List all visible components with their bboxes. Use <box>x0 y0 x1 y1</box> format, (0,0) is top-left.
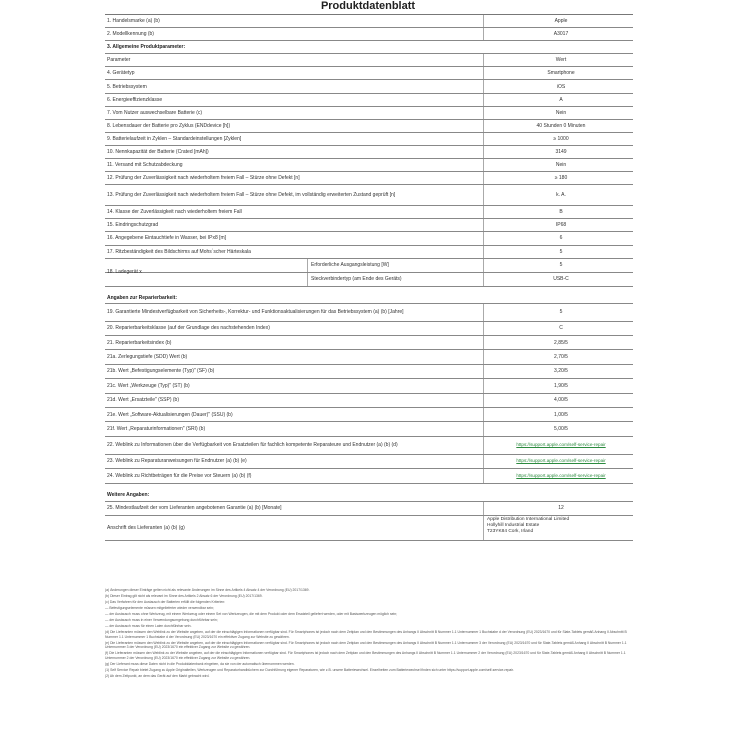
column-divider <box>483 336 484 349</box>
table-row <box>105 120 633 133</box>
row-value: 5 <box>559 248 563 255</box>
column-divider <box>483 185 484 205</box>
table-row <box>105 246 633 259</box>
table-row <box>105 146 633 159</box>
row-value: 1,00/5 <box>554 411 568 418</box>
section-title: Angaben zur Reparierbarkeit: <box>107 294 178 301</box>
table-row <box>105 322 633 336</box>
row-value: C <box>559 325 563 332</box>
table-row <box>105 469 633 483</box>
column-divider <box>483 120 484 132</box>
row-label: 21a. Zerlegungstiefe (SDD) Wert (b) <box>107 354 188 361</box>
row-label: 8. Lebensdauer der Batterie pro Zyklus (ENDdevice [h]) <box>107 122 231 129</box>
column-divider <box>483 159 484 171</box>
table-row <box>105 437 633 455</box>
column-divider <box>483 502 484 515</box>
row-value: Wert <box>555 57 567 64</box>
column-divider <box>483 408 484 421</box>
footnote: — der Austausch muss für einen Laien durchführbar sein. <box>105 623 192 628</box>
section-header <box>105 490 633 502</box>
footnote: — Befestigungselemente müssen mitgelieferter wieder verwendbar sein; <box>105 605 214 610</box>
column-divider <box>483 206 484 218</box>
row-value: 5 <box>559 262 563 269</box>
row-label: 19. Garantierte Mindestverfügbarkeit von Sicherheits-, Korrektur- und Funktionsaktualisierungen für das Betriebssystem (a) (b) [Jahre] <box>107 309 404 316</box>
row-label: 11. Versand mit Schutzabdeckung <box>107 162 183 169</box>
row-value: IP68 <box>555 222 567 229</box>
row-value: B <box>559 209 563 216</box>
table-row <box>105 455 633 469</box>
row-value: 40 Stunden 0 Minuten <box>536 122 586 129</box>
row-label: 16. Angegebene Eintauchtiefe in Wasser, bei IPx8 [m] <box>107 235 227 242</box>
row-value: iOS <box>556 83 566 90</box>
footnote: — der Austausch muss in einer Verwendungsumgebung durchführbar sein; <box>105 617 218 622</box>
footnotes <box>105 588 633 680</box>
table-row <box>105 172 633 185</box>
row-value: 2,85/5 <box>554 339 568 346</box>
column-divider <box>483 259 484 272</box>
footnote: (e) Die Lieferanten müssen den Weblink zu der Website angeben, auf der die einschlägigen Informationen verfügbar sind. Für Smartphones ist jedoch nach dem Zeitplan und den Bestimmungen des Anhangs II Abschnitt B Nummer 1.1 Unternummer 3 der Verordnung (EU) 2023/1670 und für Slate-Tablets gemäß Anhang II Abschnitt B Nummer 1.1 Unternummer 3 der Verordnung (EU) 2023/1670 ein effektiver Zugang zur Website zu gewähren. <box>105 640 627 650</box>
table-row <box>105 133 633 146</box>
address-line: T23YK84 Cork, Irland <box>487 528 534 534</box>
table-row <box>105 394 633 408</box>
row-link[interactable] <box>489 473 633 479</box>
footnote: (g) Der Lieferant muss diese Daten nicht in die Produktdatenbank eingeben, da sie von der automatisch übernommen werden. <box>105 662 295 667</box>
table-row <box>105 232 633 245</box>
row-label: 21. Reparierbarkeitsindex (b) <box>107 339 172 346</box>
column-divider <box>483 67 484 79</box>
row-value: 4,00/5 <box>554 397 568 404</box>
table-row <box>105 94 633 107</box>
row-value: 6 <box>559 235 563 242</box>
row-label: 4. Gerätetyp <box>107 70 135 77</box>
charger-row <box>105 273 633 287</box>
table-row <box>105 219 633 232</box>
charger-parameter: Steckverbindertyp (am Ende des Geräts) <box>311 276 402 283</box>
column-divider <box>483 94 484 106</box>
table-row <box>105 67 633 80</box>
row-label: 22. Weblink zu Informationen über die Verfügbarkeit von Ersatzteilen für fachlich kompetente Reparateure und Endnutzer (a) (b) (d) <box>107 442 398 449</box>
table-row <box>105 350 633 364</box>
column-divider <box>483 394 484 407</box>
footnote: (2) Ab dem Zeitpunkt, an dem das Gerät auf den Markt gebracht wird. <box>105 674 210 679</box>
column-divider <box>483 133 484 145</box>
row-value: Apple <box>554 18 568 25</box>
table-row <box>105 15 633 28</box>
footnote: — der Austausch muss ohne Werkzeug, mit einem Werkzeug oder einem Set von Werkzeugen, die mit dem Produkt oder dem Ersatzteil geliefert werden, oder mit Basiswerkzeugen möglich sein; <box>105 611 398 616</box>
row-label: 7. Vom Nutzer auswechselbare Batterie (c) <box>107 109 203 116</box>
row-label: 13. Prüfung der Zuverlässigkeit nach wiederholtem freiem Fall – Stürze ohne Defekt, im vollständig erweiterten Zustand geprüft [n] <box>107 192 396 199</box>
weblink[interactable]: https://support.apple.com/self-service-repair <box>516 472 606 478</box>
footnote: (f) Die Lieferanten müssen den Weblink zu der Website angeben, auf der die einschlägigen Informationen verfügbar sind. Für Smartphones ist jedoch nach dem Zeitplan und den Bestimmungen des Anhangs II Abschnitt B Nummer 1.1 Unternummer 2 der Verordnung (EU) 2023/1670 und für Slate-Tablets gemäß Anhang II Abschnitt B Nummer 1.1 Unternummer 2 der Verordnung (EU) 2023/1670 ein effektiver Zugang zur Website zu gewähren. <box>105 651 626 661</box>
row-value: USB-C <box>553 276 569 283</box>
row-link[interactable] <box>489 458 633 464</box>
footnote: (b) Dieser Eintrag gilt nicht als relevant im Sinne des Artikels 2 Absatz 6 der Verordnung (EU) 2017/1369. <box>105 593 263 598</box>
table-row <box>105 107 633 120</box>
weblink[interactable]: https://support.apple.com/self-service-repair <box>516 442 606 448</box>
table-row <box>105 80 633 93</box>
row-value: 5 <box>559 309 563 316</box>
row-label: 10. Nennkapazität der Batterie (Crated [mAh]) <box>107 148 209 155</box>
table-row <box>105 206 633 219</box>
column-divider <box>483 422 484 435</box>
row-label: 21d. Wert „Ersatzteile" (SSP) (b) <box>107 397 179 404</box>
row-label: Parameter <box>107 57 131 64</box>
row-label: 20. Reparierbarkeitsklasse (auf der Grundlage des nachstehenden Index) <box>107 325 270 332</box>
row-value: 1,90/5 <box>554 382 568 389</box>
column-divider <box>483 219 484 231</box>
row-link[interactable] <box>489 442 633 448</box>
address-line: Hollyhill Industrial Estate <box>487 522 540 528</box>
row-value: k. A. <box>556 192 566 199</box>
table-row <box>105 28 633 41</box>
table-row <box>105 379 633 393</box>
row-label: 23. Weblink zu Reparaturanweisungen für Endnutzer (a) (b) (e) <box>107 458 247 465</box>
column-divider <box>483 246 484 258</box>
row-label: 21e. Wert „Software-Aktualisierungen (Dauer)" (SSU) (b) <box>107 411 233 418</box>
row-label: 24. Weblink zu Richtbeträgen für die Preise vor Steuern (a) (b) (f) <box>107 472 252 479</box>
table-row <box>105 185 633 206</box>
row-value: 3,20/5 <box>554 368 568 375</box>
page-title: Produktdatenblatt <box>320 0 416 12</box>
column-divider <box>483 350 484 363</box>
charger-row <box>105 259 633 273</box>
row-label: 17. Ritzbeständigkeit des Bildschirms auf Mohs´scher Härteskala <box>107 248 251 255</box>
row-value: Nein <box>555 162 567 169</box>
column-divider <box>307 273 308 286</box>
table-row <box>105 422 633 436</box>
column-divider <box>483 322 484 335</box>
table-row <box>105 502 633 516</box>
row-label: 14. Klasse der Zuverlässigkeit nach wiederholtem freiem Fall <box>107 209 242 216</box>
row-value: ≥ 1000 <box>553 135 569 142</box>
supplier-row <box>105 516 633 541</box>
weblink[interactable]: https://support.apple.com/self-service-repair <box>516 458 606 464</box>
column-divider <box>483 172 484 184</box>
row-value: A <box>559 96 563 103</box>
row-label: 18. Ladegerät x <box>107 268 142 275</box>
table-row <box>105 159 633 172</box>
column-divider <box>483 232 484 244</box>
row-label: 21c. Wert „Werkzeuge (Typ)" (ST) (b) <box>107 382 190 389</box>
row-label: 5. Betriebssystem <box>107 83 147 90</box>
charger-parameter: Erforderliche Ausgangsleistung [W] <box>311 262 389 269</box>
table-row <box>105 365 633 379</box>
row-label: Anschrift des Lieferanten (a) (b) (g) <box>107 524 185 531</box>
row-label: 6. Energieeffizienzklasse <box>107 96 163 103</box>
row-label: 21b. Wert „Befestigungselemente (Typ)" (SF) (b) <box>107 368 215 375</box>
column-divider <box>483 273 484 286</box>
column-divider <box>307 259 308 272</box>
column-divider <box>483 469 484 482</box>
row-value: ≥ 180 <box>554 175 568 182</box>
product-data-table <box>105 14 633 541</box>
footnote: (a) Änderungen dieser Einträge gelten nicht als relevante Änderungen im Sinne des Artikels 4 Absatz 4 der Verordnung (EU) 2017/1369. <box>105 588 310 592</box>
row-value: 2,70/5 <box>554 354 568 361</box>
section-title: 3. Allgemeine Produktparameter: <box>107 44 186 51</box>
column-divider <box>483 455 484 468</box>
column-divider <box>483 54 484 66</box>
row-label: 12. Prüfung der Zuverlässigkeit nach wiederholtem freiem Fall – Stürze ohne Defekt [n] <box>107 175 300 182</box>
section-header <box>105 41 633 54</box>
column-divider <box>483 516 484 540</box>
column-divider <box>483 28 484 40</box>
row-label: 25. Mindestlaufzeit der vom Lieferanten angebotenen Garantie (a) (b) [Monate] <box>107 505 282 511</box>
table-row <box>105 54 633 67</box>
row-label: 21f. Wert „Reparaturinformationen" (SRI) (b) <box>107 426 206 433</box>
row-label: 9. Batterielaufzeit in Zyklen – Standardeinstellungen [Zyklen] <box>107 135 242 142</box>
footnote: (1) Self Service Repair bietet Zugang zu Apple Originalteilen, Werkzeugen und Reparaturhandbüchern zur Durchführung eigener Reparaturen, wie z.B. unsere Batteriewechsel. Einzelheiten zum Batteriewechsel finden sich unter https://support.apple.com/self-service-repair. <box>105 668 514 673</box>
supplier-address <box>487 517 631 535</box>
row-label: 15. Eindringschutzgrad <box>107 222 159 229</box>
column-divider <box>483 304 484 321</box>
table-row <box>105 336 633 350</box>
section-title: Weitere Angaben: <box>107 492 150 498</box>
column-divider <box>483 107 484 119</box>
address-line: Apple Distribution International Limited <box>487 516 570 522</box>
row-value: A3017 <box>553 31 569 38</box>
row-value: 12 <box>558 505 564 511</box>
table-row <box>105 408 633 422</box>
column-divider <box>483 80 484 92</box>
row-value: Nein <box>555 109 567 116</box>
row-value: Smartphone <box>547 70 575 77</box>
column-divider <box>483 437 484 454</box>
section-header <box>105 293 633 304</box>
column-divider <box>483 379 484 392</box>
row-value: 5,00/5 <box>554 426 568 433</box>
column-divider <box>483 146 484 158</box>
row-label: 1. Handelsmarke (a) (b) <box>107 18 160 25</box>
column-divider <box>483 365 484 378</box>
footnote: (c) Das Verfahren für den Austausch der Batterien erfüllt die folgenden Kriterien: <box>105 599 226 604</box>
row-value: 3149 <box>555 148 567 155</box>
row-label: 2. Modellkennung (b) <box>107 31 154 38</box>
column-divider <box>483 15 484 27</box>
table-row <box>105 304 633 322</box>
footnote: (d) Die Lieferanten müssen den Weblink zu der Website angeben, auf der die einschlägigen Informationen verfügbar sind. Für Smartphones ist jedoch nach dem Zeitplan und den Bestimmungen des Anhangs II Abschnitt B Nummer 1.1 Unternummer 1 Buchstabe d der Verordnung (EU) 2023/1670 und für Slate-Tablets gemäß Anhang II Abschnitt B Nummer 1.1 Unternummer 1 Buchstabe d der Verordnung (EU) 2023/1670 ein effektiver Zugang zur Website zu gewähren. <box>105 629 627 639</box>
